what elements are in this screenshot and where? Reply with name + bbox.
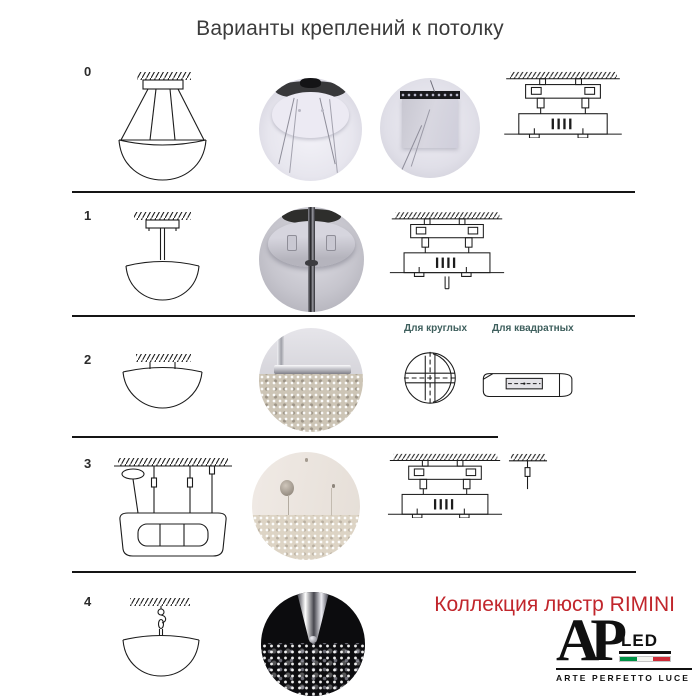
crystal-texture: [261, 643, 365, 696]
logo-monogram: AP: [556, 607, 618, 673]
logo-side: [619, 632, 671, 662]
plate-underside: [272, 92, 348, 137]
logo-row: [556, 607, 692, 673]
flag-white-stripe: [637, 657, 654, 661]
row-divider: [72, 191, 635, 193]
rod-joint: [305, 260, 318, 266]
flag-red-stripe: [653, 657, 670, 661]
screw-dot: [321, 109, 324, 112]
bracket-mount-rod-drawing-icon: [388, 210, 506, 290]
square-plate-drawing-icon: [478, 366, 581, 406]
row-divider: [72, 315, 635, 317]
rigid-rod-drawing-icon: [120, 210, 205, 305]
flag-green-stripe: [620, 657, 637, 661]
row-divider: [72, 571, 636, 573]
hook-mount-drawing-icon: [118, 596, 206, 684]
wire: [288, 495, 289, 516]
chrome-ball: [309, 636, 316, 643]
wire-suspension-rect-drawing-icon: [108, 456, 238, 561]
suspension-cables-drawing-icon: [115, 70, 210, 182]
anchor-hook-drawing-icon: [506, 452, 550, 493]
chrome-edge: [277, 334, 284, 367]
mount-hardware: [300, 78, 321, 88]
logo-tagline: ARTE PERFETTO LUCE: [556, 668, 692, 683]
row-2-number: 2: [84, 352, 92, 367]
row-4-number: 4: [84, 594, 92, 609]
anchor-dot: [332, 484, 335, 487]
collection-note: Коллекция люстр RIMINI: [434, 593, 675, 616]
driver-strip: [400, 91, 460, 99]
row-1-number: 1: [84, 208, 92, 223]
crystal-texture: [259, 374, 363, 432]
bracket-mount-drawing-icon: [502, 70, 624, 138]
page-title: Варианты креплений к потолку: [196, 17, 504, 40]
photo-row0-cable-mount-underside: [259, 78, 362, 181]
label-for-square: Для квадратных: [492, 323, 574, 334]
row-3-number: 3: [84, 456, 92, 471]
photo-row1-rod-canopy: [259, 207, 364, 312]
crystal-texture: [252, 515, 360, 560]
chrome-rim: [274, 365, 351, 373]
row-divider: [72, 436, 498, 438]
anchor-dot: [305, 458, 308, 461]
photo-row4-hook-crystal: [261, 592, 365, 696]
clip: [326, 235, 335, 251]
brand-logo: [556, 607, 692, 684]
flush-mount-drawing-icon: [120, 352, 205, 414]
photo-row3-ceiling-wires: [252, 452, 360, 560]
row-0-number: 0: [84, 64, 92, 79]
round-plate-drawing-icon: [403, 348, 463, 408]
square-plate: [402, 98, 458, 148]
photo-row2-flush-crystal: [259, 328, 363, 432]
logo-led-label: LED: [619, 632, 671, 654]
label-for-round: Для круглых: [404, 323, 468, 334]
italian-flag-icon: [619, 656, 671, 662]
photo-row0-square-plate: [380, 78, 480, 178]
bracket-mount-drawing-icon: [386, 452, 504, 518]
wire: [331, 488, 332, 516]
clip: [287, 235, 296, 251]
